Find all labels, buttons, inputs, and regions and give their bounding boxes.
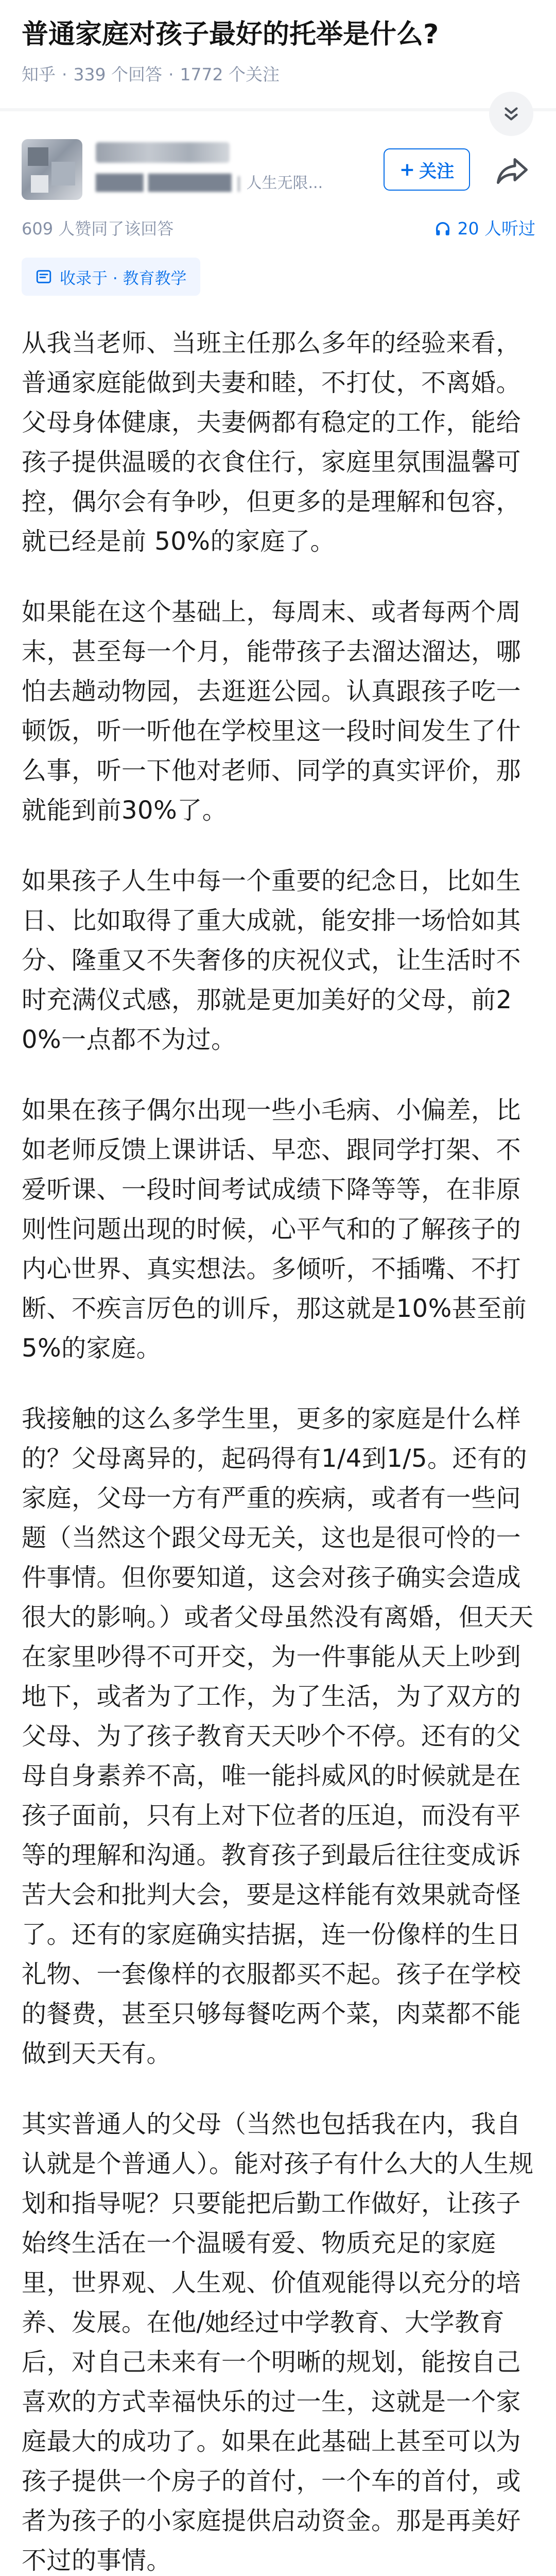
answer-paragraph: 如果在孩子偶尔出现一些小毛病、小偏差，比如老师反馈上课讲话、早恋、跟同学打架、不爱听课、一段时间考试成绩下降等等，在非原则性问题出现的时候，心平气和的了解孩子的内心世界、真实想法。多倾听，不插嘴、不打断、不疾言厉色的训斥，那这就是10%甚至前5%的家庭。 [22,1096,527,1363]
share-button[interactable] [492,150,533,192]
avatar[interactable] [22,139,82,200]
author-name-redacted[interactable] [96,142,230,163]
meta-separator: · [62,64,67,84]
headphones-icon [434,220,451,238]
follower-count: 1772 个关注 [180,64,280,84]
answer-content [22,324,536,2576]
question-header[interactable] [0,0,556,111]
collapse-button[interactable] [489,92,533,136]
author-bio [96,173,323,194]
answer-stats [0,216,556,242]
answer-count[interactable]: 339 个回答 [73,64,162,84]
collection-icon [35,268,53,285]
answer-paragraph: 如果孩子人生中每一个重要的纪念日，比如生日、比如取得了重大成就，能安排一场恰如其分、隆重又不失奢侈的庆祝仪式，让生活时不时充满仪式感，那就是更加美好的父母，前20%一点都不为过。 [22,867,522,1054]
question-meta [22,63,280,87]
upvote-note: 609 人赞同了该回答 [22,219,174,239]
answer-paragraph: 如果能在这个基础上，每周末、或者每两个周末，甚至每一个月，能带孩子去溜达溜达，哪怕去趟动物园，去逛逛公园。认真跟孩子吃一顿饭，听一听他在学校里这一段时间发生了什么事，听一下他对老师、同学的真实评价，那就能到前30%了。 [22,598,522,825]
listen-button[interactable] [434,216,535,241]
question-title[interactable]: 普通家庭对孩子最好的托举是什么? [22,19,439,50]
follow-button-label: 关注 [419,161,455,182]
avatar-blur-block [28,147,48,166]
source-label: 知乎 [22,64,56,84]
collection-tag[interactable] [22,258,200,296]
author-bio-redacted: ████ ███████ | [96,174,241,192]
answer-paragraph: 从我当老师、当班主任那么多年的经验来看，普通家庭能做到夫妻和睦，不打仗，不离婚。父母身体健康，夫妻俩都有稳定的工作，能给孩子提供温暖的衣食住行，家庭里氛围温馨可控，偶尔会有争吵，但更多的是理解和包容，就已经是前 50%的家庭了。 [22,329,522,556]
share-arrow-icon [495,156,529,187]
answer-paragraph: 我接触的这么多学生里，更多的家庭是什么样的？父母离异的，起码得有1/4到1/5。还有的家庭，父母一方有严重的疾病，或者有一些问题（当然这个跟父母无关，这也是很可怜的一件事情。但你要知道，这会对孩子确实会造成很大的影响。）或者父母虽然没有离婚，但天天在家里吵得不可开交，为一件事能从天上吵到地下，或者为了工作，为了生活，为了双方的父母、为了孩子教育天天吵个不停。还有的父母自身素养不高，唯一能抖威风的时候就是在孩子面前，只有上对下位者的压迫，而没有平等的理解和沟通。教育孩子到最后往往变成诉苦大会和批判大会，要是这样能有效果就奇怪了。还有的家庭确实拮据，连一份像样的生日礼物、一套像样的衣服都买不起。孩子在学校的餐费，甚至只够每餐吃两个菜，肉菜都不能做到天天有。 [22,1404,534,2068]
answer-paragraph: 其实普通人的父母（当然也包括我在内，我自认就是个普通人）。能对孩子有什么大的人生规划和指导呢？只要能把后勤工作做好，让孩子始终生活在一个温暖有爱、物质充足的家庭里，世界观、人生观、价值观能得以充分的培养、发展。在他/她经过中学教育、大学教育后，对自己未来有一个明晰的规划，能按自己喜欢的方式幸福快乐的过一生，这就是一个家庭最大的成功了。如果在此基础上甚至可以为孩子提供一个房子的首付，一个车的首付，或者为孩子的小家庭提供启动资金。那是再美好不过的事情。 [22,2110,534,2575]
listen-count: 20 人听过 [457,218,535,239]
chevron-down-icon [500,103,522,125]
avatar-blur-block [51,162,75,185]
avatar-blur-block [31,175,48,193]
follow-button[interactable] [384,148,470,191]
plus-icon: + [399,159,415,180]
author-bio-visible: 人生无限... [246,174,323,192]
author-row [0,139,556,201]
collection-label: 收录于 · 教育教学 [60,269,187,288]
meta-separator: · [168,64,174,84]
